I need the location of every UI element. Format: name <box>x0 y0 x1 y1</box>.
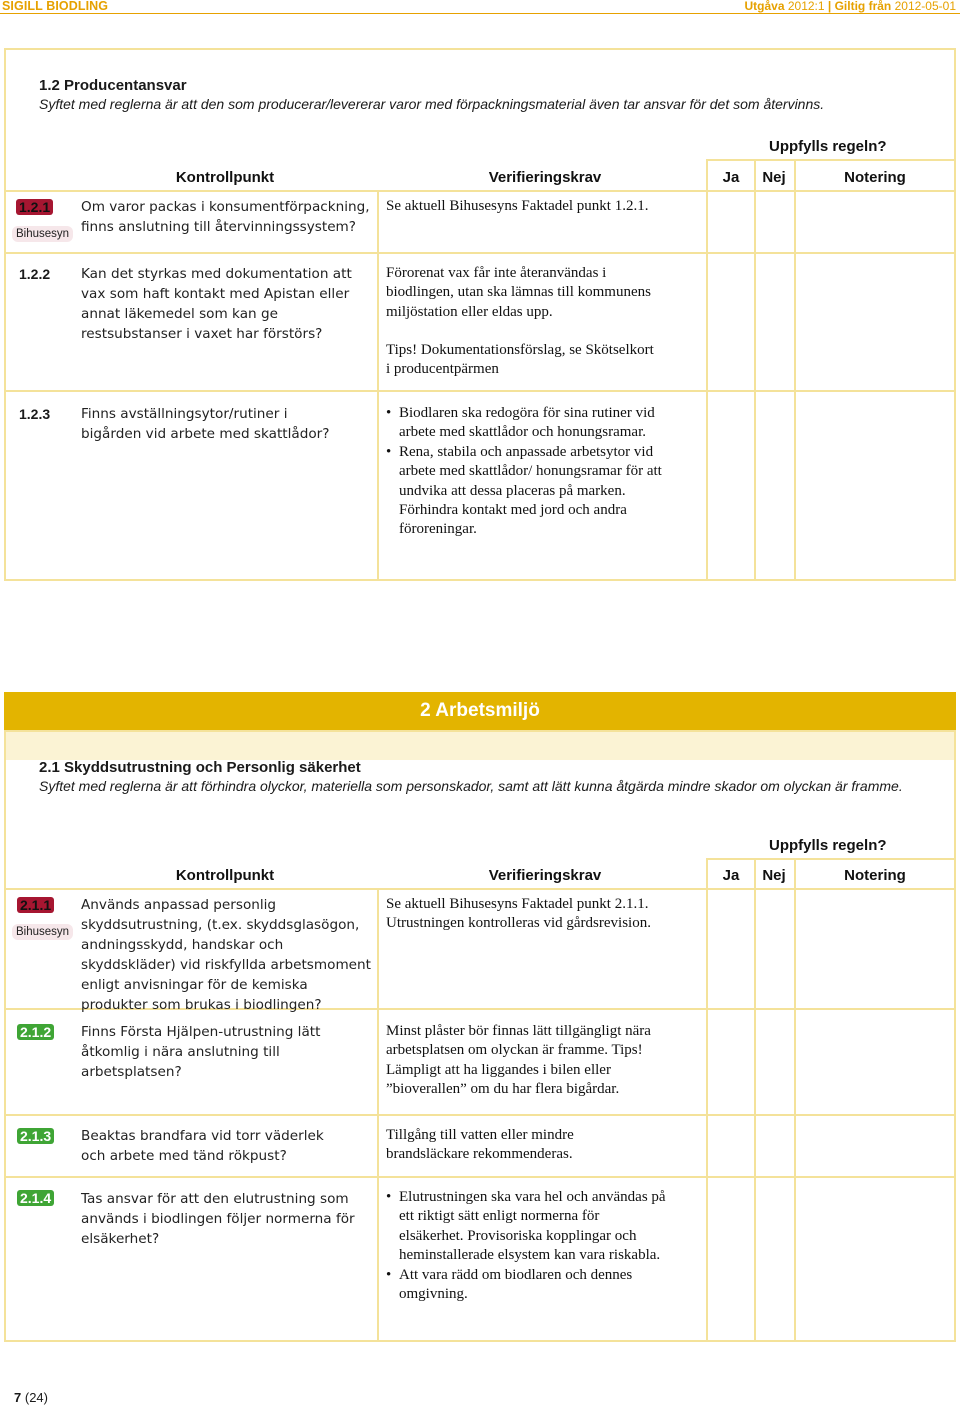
header-divider <box>0 13 960 14</box>
verifieringskrav-text: Förorenat vax får inte återanvändas i biodlingen, utan ska lämnas till kommunens miljöstation eller eldas upp. <box>386 265 651 320</box>
col-verifieringskrav: Verifieringskrav <box>488 169 602 186</box>
s1-vline-1 <box>377 190 379 581</box>
verifieringskrav-text: Tillgång till vatten eller mindre brandsläckare rekommenderas. <box>386 1127 574 1163</box>
s2-vline-4 <box>794 858 796 1342</box>
bihusesyn-tag: Bihusesyn <box>12 924 73 940</box>
verifieringskrav-text: Se aktuell Bihusesyns Faktadel punkt 1.2.1. <box>386 198 649 214</box>
kontrollpunkt-text: Beaktas brandfara vid torr väderlek och arbete med tänd rökpust? <box>81 1128 324 1164</box>
row-number: 2.1.2 <box>17 1024 54 1040</box>
col-verifieringskrav: Verifieringskrav <box>488 867 602 884</box>
edition-label: Utgåva <box>744 0 785 13</box>
uppfylls-label: Uppfylls regeln? <box>769 138 887 155</box>
verifieringskrav-text: Minst plåster bör finnas lätt tillgängligt nära arbetsplatsen om olyckan är framme. Tips! Lämpligt att ha liggandes i bilen eller ”bioverallen” om du har flera bigårdar. <box>386 1023 651 1098</box>
header-separator: | <box>827 0 832 13</box>
kontrollpunkt-text: Om varor packas i konsumentförpackning, finns anslutning till återvinningssystem? <box>81 199 370 235</box>
s1-row-rule-2 <box>4 390 956 392</box>
row-number: 1.2.3 <box>19 406 51 422</box>
valid-date: 2012-05-01 <box>894 0 956 13</box>
verifieringskrav-tips: Tips! Dokumentationsförslag, se Skötselkort i producentpärmen <box>386 342 654 378</box>
verifieringskrav-list <box>386 1188 666 1304</box>
s1-vline-2 <box>706 159 708 581</box>
bullet-item: • Biodlaren ska redogöra för sina rutiner vid arbete med skattlådor och honungsramar. <box>386 404 686 443</box>
s2-header-rule <box>4 888 956 890</box>
section-1-title: 1.2 Producentansvar <box>39 77 187 94</box>
s2-vline-2 <box>706 858 708 1342</box>
page-current: 7 <box>14 1390 22 1405</box>
uppfylls-label: Uppfylls regeln? <box>769 837 887 854</box>
s1-row-rule-1 <box>4 252 956 254</box>
row-number: 2.1.1 <box>17 897 54 913</box>
col-nej: Nej <box>762 169 786 186</box>
bihusesyn-tag: Bihusesyn <box>12 226 73 242</box>
col-ja: Ja <box>722 169 740 186</box>
edition-info <box>744 0 956 13</box>
row-number: 2.1.3 <box>17 1128 54 1144</box>
kontrollpunkt-text: Kan det styrkas med dokumentation att vax som haft kontakt med Apistan eller annat läkemedel som kan ge restsubstanser i vaxet har förstörs? <box>81 266 352 342</box>
s2-row-rule-3 <box>4 1176 956 1178</box>
kontrollpunkt-text: Finns avställningsytor/rutiner i bigården vid arbete med skattlådor? <box>81 406 330 442</box>
col-nej: Nej <box>762 867 786 884</box>
s1-header-rule <box>4 190 956 192</box>
col-kontrollpunkt: Kontrollpunkt <box>175 867 275 884</box>
page-number <box>14 1390 48 1405</box>
uppfylls-underline <box>706 858 956 860</box>
s1-vline-4 <box>794 159 796 581</box>
kontrollpunkt-text: Tas ansvar för att den elutrustning som används i biodlingen följer normerna för elsäkerhet? <box>81 1191 355 1247</box>
row-number: 1.2.1 <box>16 199 53 215</box>
col-notering: Notering <box>844 867 906 884</box>
section-2-title: 2.1 Skyddsutrustning och Personlig säkerhet <box>39 759 361 776</box>
edition-value: 2012:1 <box>787 0 825 13</box>
bullet-item: • Elutrustningen ska vara hel och användas på ett riktigt sätt enligt normerna för elsäkerhet. Provisoriska kopplingar och heminstallerade elsystem kan vara riskabla. <box>386 1188 666 1266</box>
section-2-description: Syftet med reglerna är att förhindra olyckor, materiella som personskador, samt att lätt kunna åtgärda mindre skador om olyckan är framme. <box>39 778 903 794</box>
verifieringskrav-text: Se aktuell Bihusesyns Faktadel punkt 2.1.1. Utrustningen kontrolleras vid gårdsrevision. <box>386 896 651 932</box>
bullet-item: • Rena, stabila och anpassade arbetsytor vid arbete med skattlådor/ honungsramar för att undvika att dessa placeras på marken. Förhindra kontakt med jord och andra föroreningar. <box>386 443 686 540</box>
col-kontrollpunkt: Kontrollpunkt <box>175 169 275 186</box>
verifieringskrav-list <box>386 404 686 540</box>
chapter-banner: 2 Arbetsmiljö <box>4 692 956 730</box>
s2-row-rule-2 <box>4 1114 956 1116</box>
section-1-description: Syftet med reglerna är att den som producerar/levererar varor med förpackningsmaterial även tar ansvar för det som återvinns. <box>39 96 825 112</box>
bullet-item: • Att vara rädd om biodlaren och dennes omgivning. <box>386 1266 666 1305</box>
kontrollpunkt-text: Finns Första Hjälpen-utrustning lätt åtkomlig i nära anslutning till arbetsplatsen? <box>81 1024 321 1080</box>
kontrollpunkt-text: Används anpassad personlig skyddsutrustning, (t.ex. skyddsglasögon, andningsskydd, handskar och skyddskläder) vid riskfyllda arbetsmoment enligt anvisningar för de kemiska produkter som brukas i biodlingen? <box>81 897 371 1013</box>
valid-label: Giltig från <box>834 0 892 13</box>
row-number: 2.1.4 <box>17 1190 54 1206</box>
col-notering: Notering <box>844 169 906 186</box>
col-ja: Ja <box>722 867 740 884</box>
s2-vline-3 <box>754 858 756 1342</box>
page-total: (24) <box>24 1390 48 1405</box>
row-number: 1.2.2 <box>19 266 51 282</box>
brand-title: SIGILL BIODLING <box>2 0 109 13</box>
uppfylls-underline <box>706 159 956 161</box>
s1-vline-3 <box>754 159 756 581</box>
